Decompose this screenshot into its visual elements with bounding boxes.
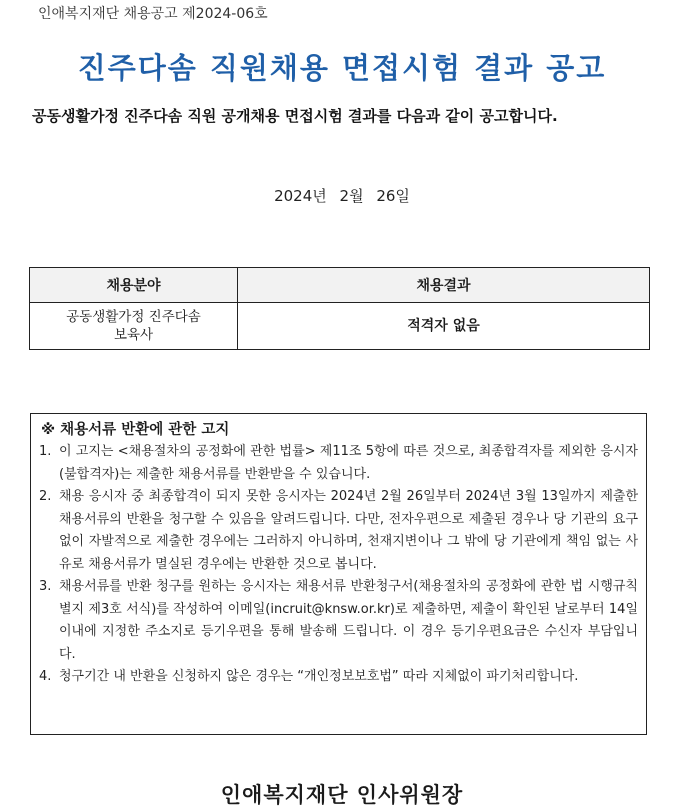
item-number: 3.	[39, 579, 52, 594]
page-title: 진주다솜 직원채용 면접시험 결과 공고	[77, 51, 607, 85]
item-number: 1.	[39, 444, 52, 459]
list-item	[39, 576, 638, 666]
notice-box	[30, 413, 647, 735]
column-header-result: 채용결과	[238, 268, 650, 303]
item-number: 4.	[39, 669, 52, 684]
item-text: 채용서류를 반환 청구를 원하는 응시자는 채용서류 반환청구서(채용절차의 공정화에 관한 법 시행규칙 별지 제3호 서식)를 작성하여 이메일(incruit@knsw.or.kr)로 제출하면, 제출이 확인된 날로부터 14일 이내에 지정한 주소지로 등기우편을 통해 발송해 드립니다. 이 경우 등기우편요금은 수신자 부담입니다.	[59, 579, 638, 662]
column-header-field: 채용분야	[30, 268, 238, 303]
item-number: 2.	[39, 489, 52, 504]
notice-title: ※ 채용서류 반환에 관한 고지	[41, 422, 230, 438]
item-text: 이 고지는 <채용절차의 공정화에 관한 법률> 제11조 5항에 따른 것으로, 최종합격자를 제외한 응시자(불합격자)는 제출한 채용서류를 반환받을 수 있습니다.	[59, 444, 638, 482]
list-item	[39, 486, 638, 576]
list-item	[39, 441, 638, 486]
signature: 인애복지재단 인사위원장	[220, 782, 464, 807]
table-header-row	[30, 268, 650, 303]
announcement-date: 2024년 2월 26일	[274, 187, 410, 205]
field-cell	[30, 303, 238, 350]
item-text: 채용 응시자 중 최종합격이 되지 못한 응시자는 2024년 2월 26일부터 2024년 3월 13일까지 제출한 채용서류의 반환을 청구할 수 있음을 알려드립니다. 다만, 전자우편으로 제출된 경우나 당 기관의 요구 없이 자발적으로 제출한 경우에는 그러하지 아니하며, 천재지변이나 그 밖에 당 기관에게 책임 없는 사유로 채용서류가 멸실된 경우에는 반환한 것으로 봅니다.	[59, 489, 638, 572]
field-line-1: 공동생활가정 진주다솜	[66, 309, 201, 325]
document-number: 인애복지재단 채용공고 제2024-06호	[38, 6, 268, 22]
item-text: 청구기간 내 반환을 신청하지 않은 경우는 “개인정보보호법” 따라 지체없이 파기처리합니다.	[59, 669, 579, 684]
intro-text: 공동생활가정 진주다솜 직원 공개채용 면접시험 결과를 다음과 같이 공고합니다.	[32, 107, 558, 125]
notice-list	[39, 441, 638, 689]
table-row	[30, 303, 650, 350]
list-item	[39, 666, 638, 689]
field-line-2: 보육사	[113, 327, 154, 343]
result-cell: 적격자 없음	[238, 303, 650, 350]
result-table	[29, 267, 650, 350]
